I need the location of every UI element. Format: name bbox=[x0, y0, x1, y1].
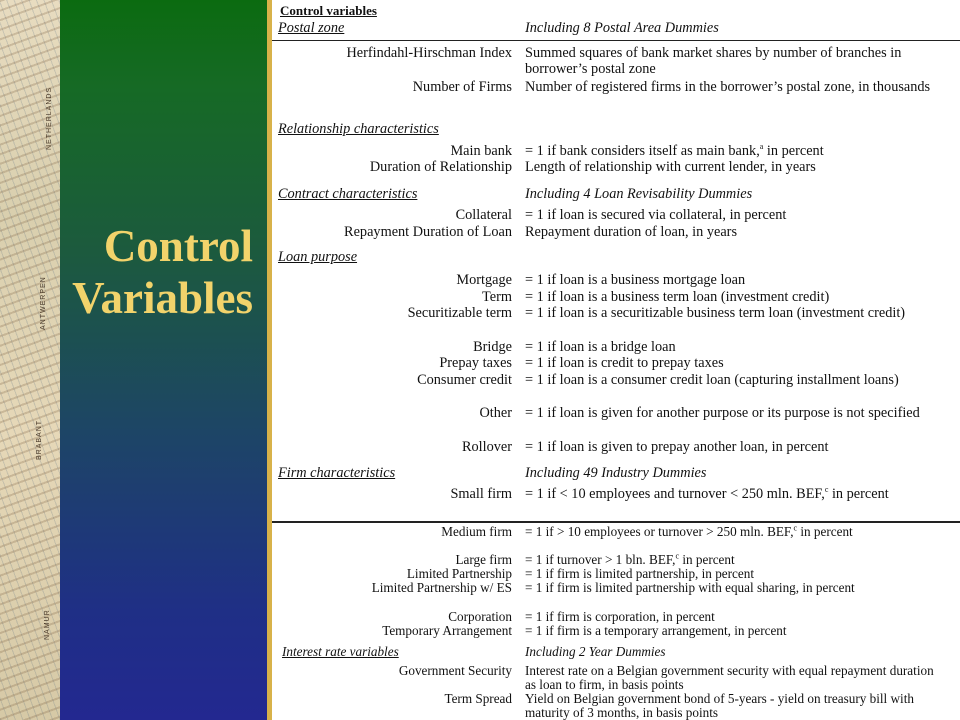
row-label: Term Spread bbox=[444, 691, 512, 706]
row-description: = 1 if turnover > 1 bln. BEF,$^c$ in percent bbox=[525, 551, 735, 567]
row-label: Limited Partnership bbox=[406, 566, 512, 581]
row-label: Collateral bbox=[455, 207, 512, 223]
section-title-purpose: Loan purpose bbox=[278, 249, 358, 265]
section-title-relationship: Relationship characteristics bbox=[278, 121, 439, 137]
slide-title-line: Variables bbox=[72, 273, 253, 323]
row-description: Length of relationship with current lender, in years bbox=[525, 159, 816, 175]
row-description: = 1 if < 10 employees and turnover < 250 mln. BEF,$^c$ in percent bbox=[525, 485, 889, 502]
row-description: Number of registered firms in the borrower’s postal zone, in thousands bbox=[525, 79, 931, 95]
row-description: = 1 if firm is limited partnership with equal sharing, in percent bbox=[525, 580, 855, 595]
map-label: BRABANT bbox=[36, 419, 43, 460]
row-description: = 1 if bank considers itself as main bank,$^a$ in percent bbox=[525, 142, 824, 159]
row-description: Interest rate on a Belgian government security with equal repayment duration as loan to firm, in basis points bbox=[525, 663, 934, 692]
section-title-firm: Firm characteristics bbox=[278, 465, 396, 481]
slide-title-line: Control bbox=[103, 221, 253, 271]
row-description: = 1 if loan is a business term loan (investment credit) bbox=[525, 289, 830, 305]
row-description: Summed squares of bank market shares by number of branches in borrower’s postal zone bbox=[525, 45, 902, 77]
row-label: Consumer credit bbox=[417, 372, 512, 388]
row-description: = 1 if firm is a temporary arrangement, in percent bbox=[525, 623, 787, 638]
row-label: Government Security bbox=[398, 663, 512, 678]
row-label: Repayment Duration of Loan bbox=[344, 224, 512, 240]
row-description: = 1 if loan is given for another purpose or its purpose is not specified bbox=[525, 405, 920, 421]
row-label: Large firm bbox=[455, 552, 512, 567]
section-title-postal: Postal zone bbox=[278, 20, 345, 36]
row-label: Bridge bbox=[473, 339, 512, 355]
table-heading: Control variables bbox=[280, 3, 377, 18]
section-note-firm: Including 49 Industry Dummies bbox=[525, 465, 707, 481]
row-description: = 1 if loan is a business mortgage loan bbox=[525, 272, 746, 288]
section-title-interest: Interest rate variables bbox=[282, 644, 399, 659]
row-label: Term bbox=[482, 289, 512, 305]
row-label: Limited Partnership w/ ES bbox=[371, 580, 512, 595]
row-label: Securitizable term bbox=[407, 305, 512, 321]
map-strip bbox=[0, 0, 60, 720]
section-note-contract: Including 4 Loan Revisability Dummies bbox=[525, 186, 753, 202]
row-description: = 1 if loan is a securitizable business term loan (investment credit) bbox=[525, 305, 906, 321]
row-description: = 1 if loan is credit to prepay taxes bbox=[525, 355, 724, 371]
row-label: Temporary Arrangement bbox=[382, 623, 512, 638]
row-label: Medium firm bbox=[441, 524, 512, 539]
map-label: ANTWERPEN bbox=[40, 276, 47, 330]
row-label: Other bbox=[479, 405, 512, 421]
row-label: Rollover bbox=[461, 439, 512, 455]
row-description: = 1 if loan is secured via collateral, in percent bbox=[525, 207, 787, 223]
divider bbox=[272, 521, 960, 523]
row-label: Number of Firms bbox=[412, 79, 512, 95]
row-label: Corporation bbox=[448, 609, 512, 624]
row-label: Herfindahl-Hirschman Index bbox=[346, 45, 512, 61]
row-description: = 1 if > 10 employees or turnover > 250 mln. BEF,$^c$ in percent bbox=[525, 523, 853, 539]
row-label: Small firm bbox=[450, 486, 512, 502]
map-label: NAMUR bbox=[44, 609, 51, 640]
row-label: Main bank bbox=[450, 143, 512, 159]
section-title-contract: Contract characteristics bbox=[278, 186, 418, 202]
slide-title bbox=[72, 220, 253, 324]
divider bbox=[272, 40, 960, 41]
row-description: = 1 if loan is a consumer credit loan (capturing installment loans) bbox=[525, 372, 899, 388]
control-variables-table bbox=[272, 0, 960, 720]
row-description: = 1 if loan is a bridge loan bbox=[525, 339, 676, 355]
row-label: Prepay taxes bbox=[439, 355, 512, 371]
row-description: = 1 if firm is corporation, in percent bbox=[525, 609, 715, 624]
map-label: NETHERLANDS bbox=[46, 86, 53, 150]
row-description: = 1 if firm is limited partnership, in percent bbox=[525, 566, 755, 581]
title-panel bbox=[60, 0, 267, 720]
row-label: Mortgage bbox=[456, 272, 512, 288]
row-description: Yield on Belgian government bond of 5-years - yield on treasury bill with maturity of 3 months, in basis points bbox=[525, 691, 914, 720]
section-note-postal: Including 8 Postal Area Dummies bbox=[525, 20, 719, 36]
row-label: Duration of Relationship bbox=[369, 159, 512, 175]
row-description: Repayment duration of loan, in years bbox=[525, 224, 738, 240]
section-note-interest: Including 2 Year Dummies bbox=[525, 644, 666, 659]
row-description: = 1 if loan is given to prepay another loan, in percent bbox=[525, 439, 829, 455]
